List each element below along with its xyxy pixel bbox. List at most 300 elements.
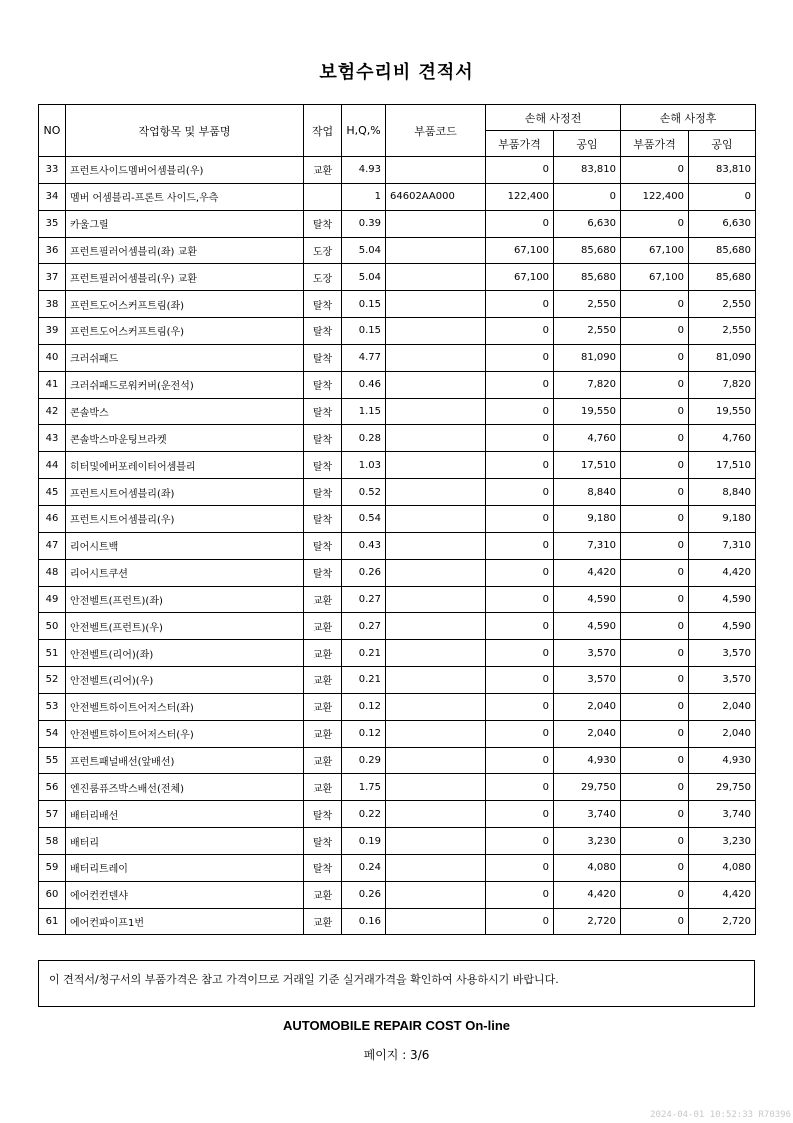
row-part-code	[386, 720, 486, 747]
row-part-price-after: 0	[621, 344, 689, 371]
table-row	[39, 371, 756, 398]
row-labor-after: 3,570	[689, 667, 756, 694]
row-hq: 1.75	[342, 774, 386, 801]
row-hq: 1.15	[342, 398, 386, 425]
row-part-price-before: 0	[486, 908, 554, 935]
row-item-name: 배터리트레이	[66, 854, 304, 881]
table-row	[39, 720, 756, 747]
row-part-code	[386, 747, 486, 774]
row-item-name: 크러쉬패드로워커버(운전석)	[66, 371, 304, 398]
table-row	[39, 586, 756, 613]
row-item-name: 프런트필러어셈블리(우) 교환	[66, 264, 304, 291]
estimate-table	[38, 104, 756, 935]
row-labor-before: 2,040	[554, 720, 621, 747]
row-part-code	[386, 640, 486, 667]
table-row	[39, 505, 756, 532]
row-labor-before: 19,550	[554, 398, 621, 425]
row-part-price-after: 122,400	[621, 183, 689, 210]
header-no: NO	[39, 105, 66, 157]
row-part-price-after: 0	[621, 157, 689, 184]
row-labor-before: 4,420	[554, 881, 621, 908]
row-item-name: 카울그릴	[66, 210, 304, 237]
row-labor-after: 2,720	[689, 908, 756, 935]
header-part-price-after: 부품가격	[621, 131, 689, 157]
row-labor-before: 7,820	[554, 371, 621, 398]
row-item-name: 프런트도어스커프트림(우)	[66, 318, 304, 345]
row-labor-before: 6,630	[554, 210, 621, 237]
row-part-price-after: 0	[621, 586, 689, 613]
row-labor-before: 8,840	[554, 479, 621, 506]
row-part-code	[386, 532, 486, 559]
row-work-type: 교환	[304, 640, 342, 667]
table-row	[39, 452, 756, 479]
row-labor-after: 9,180	[689, 505, 756, 532]
row-part-price-after: 0	[621, 667, 689, 694]
row-labor-before: 2,550	[554, 291, 621, 318]
row-part-price-before: 0	[486, 613, 554, 640]
row-no: 45	[39, 479, 66, 506]
row-work-type: 탈착	[304, 505, 342, 532]
row-part-code	[386, 854, 486, 881]
row-no: 39	[39, 318, 66, 345]
row-no: 61	[39, 908, 66, 935]
row-hq: 4.93	[342, 157, 386, 184]
row-labor-before: 4,590	[554, 586, 621, 613]
row-labor-before: 7,310	[554, 532, 621, 559]
row-part-price-after: 0	[621, 425, 689, 452]
row-no: 44	[39, 452, 66, 479]
row-work-type: 도장	[304, 264, 342, 291]
row-item-name: 안전벨트하이트어저스터(우)	[66, 720, 304, 747]
row-no: 51	[39, 640, 66, 667]
row-labor-before: 0	[554, 183, 621, 210]
row-work-type: 교환	[304, 693, 342, 720]
row-work-type: 탈착	[304, 318, 342, 345]
table-row	[39, 344, 756, 371]
row-labor-after: 85,680	[689, 237, 756, 264]
row-part-price-after: 0	[621, 505, 689, 532]
header-labor-after: 공임	[689, 131, 756, 157]
row-item-name: 리어시트쿠션	[66, 559, 304, 586]
row-part-price-before: 0	[486, 291, 554, 318]
row-part-price-before: 0	[486, 532, 554, 559]
row-hq: 0.46	[342, 371, 386, 398]
row-part-price-after: 0	[621, 801, 689, 828]
row-no: 34	[39, 183, 66, 210]
row-part-price-before: 0	[486, 505, 554, 532]
row-hq: 1.03	[342, 452, 386, 479]
row-hq: 0.21	[342, 667, 386, 694]
row-labor-before: 4,930	[554, 747, 621, 774]
row-part-price-before: 0	[486, 828, 554, 855]
row-work-type: 탈착	[304, 425, 342, 452]
row-work-type: 교환	[304, 908, 342, 935]
row-labor-after: 85,680	[689, 264, 756, 291]
row-part-price-before: 0	[486, 720, 554, 747]
row-labor-before: 29,750	[554, 774, 621, 801]
row-part-code	[386, 559, 486, 586]
row-no: 49	[39, 586, 66, 613]
header-before-adjustment: 손해 사정전	[486, 105, 621, 131]
row-part-code	[386, 371, 486, 398]
row-work-type: 교환	[304, 157, 342, 184]
row-work-type: 탈착	[304, 210, 342, 237]
table-row	[39, 908, 756, 935]
row-part-code	[386, 908, 486, 935]
row-work-type: 교환	[304, 720, 342, 747]
row-labor-before: 83,810	[554, 157, 621, 184]
row-no: 42	[39, 398, 66, 425]
row-part-price-after: 0	[621, 210, 689, 237]
row-labor-after: 2,040	[689, 693, 756, 720]
row-hq: 0.26	[342, 881, 386, 908]
row-no: 43	[39, 425, 66, 452]
row-part-code	[386, 237, 486, 264]
row-item-name: 히터및에버포레이터어셈블리	[66, 452, 304, 479]
row-work-type: 교환	[304, 747, 342, 774]
row-hq: 0.28	[342, 425, 386, 452]
table-body	[39, 157, 756, 935]
row-part-price-before: 0	[486, 747, 554, 774]
row-work-type: 탈착	[304, 371, 342, 398]
row-no: 58	[39, 828, 66, 855]
row-labor-after: 7,820	[689, 371, 756, 398]
row-part-price-before: 67,100	[486, 264, 554, 291]
row-item-name: 안전벨트(프런트)(우)	[66, 613, 304, 640]
table-row	[39, 318, 756, 345]
row-part-code	[386, 774, 486, 801]
row-part-price-after: 0	[621, 318, 689, 345]
row-labor-before: 2,550	[554, 318, 621, 345]
row-part-price-before: 0	[486, 667, 554, 694]
row-hq: 0.12	[342, 720, 386, 747]
row-part-code	[386, 881, 486, 908]
header-work: 작업	[304, 105, 342, 157]
row-labor-after: 4,760	[689, 425, 756, 452]
row-item-name: 프런트도어스커프트림(좌)	[66, 291, 304, 318]
row-item-name: 콘솔박스마운팅브라켓	[66, 425, 304, 452]
row-labor-after: 4,420	[689, 559, 756, 586]
table-row	[39, 828, 756, 855]
row-labor-after: 81,090	[689, 344, 756, 371]
row-part-code	[386, 264, 486, 291]
row-labor-before: 3,570	[554, 667, 621, 694]
table-row	[39, 881, 756, 908]
row-labor-before: 9,180	[554, 505, 621, 532]
row-hq: 0.29	[342, 747, 386, 774]
table-row	[39, 613, 756, 640]
row-hq: 0.22	[342, 801, 386, 828]
row-hq: 0.12	[342, 693, 386, 720]
row-no: 35	[39, 210, 66, 237]
row-no: 56	[39, 774, 66, 801]
table-row	[39, 425, 756, 452]
row-part-price-after: 67,100	[621, 264, 689, 291]
row-labor-before: 2,040	[554, 693, 621, 720]
row-part-code	[386, 613, 486, 640]
row-part-price-before: 0	[486, 640, 554, 667]
row-part-code: 64602AA000	[386, 183, 486, 210]
row-part-price-after: 0	[621, 720, 689, 747]
row-no: 52	[39, 667, 66, 694]
row-labor-after: 6,630	[689, 210, 756, 237]
row-part-code	[386, 586, 486, 613]
row-item-name: 안전벨트하이트어저스터(좌)	[66, 693, 304, 720]
row-labor-after: 17,510	[689, 452, 756, 479]
row-part-price-before: 0	[486, 452, 554, 479]
table-row	[39, 854, 756, 881]
row-part-code	[386, 452, 486, 479]
row-hq: 0.27	[342, 586, 386, 613]
header-after-adjustment: 손해 사정후	[621, 105, 756, 131]
row-part-code	[386, 505, 486, 532]
row-hq: 0.39	[342, 210, 386, 237]
row-hq: 0.16	[342, 908, 386, 935]
row-labor-after: 4,420	[689, 881, 756, 908]
row-part-price-after: 0	[621, 908, 689, 935]
row-hq: 0.19	[342, 828, 386, 855]
table-row	[39, 774, 756, 801]
row-labor-before: 3,230	[554, 828, 621, 855]
row-part-price-before: 0	[486, 344, 554, 371]
row-item-name: 배터리	[66, 828, 304, 855]
row-work-type: 교환	[304, 613, 342, 640]
table-row	[39, 559, 756, 586]
row-work-type: 탈착	[304, 532, 342, 559]
table-row	[39, 479, 756, 506]
header-item: 작업항목 및 부품명	[66, 105, 304, 157]
row-no: 46	[39, 505, 66, 532]
table-row	[39, 264, 756, 291]
row-item-name: 프런트시트어셈블리(좌)	[66, 479, 304, 506]
row-labor-after: 0	[689, 183, 756, 210]
page-number: 페이지 : 3/6	[363, 1048, 430, 1062]
row-part-price-after: 0	[621, 613, 689, 640]
row-part-price-after: 0	[621, 828, 689, 855]
row-hq: 0.15	[342, 318, 386, 345]
row-part-price-after: 0	[621, 398, 689, 425]
row-work-type	[304, 183, 342, 210]
row-labor-after: 3,570	[689, 640, 756, 667]
row-part-price-after: 0	[621, 291, 689, 318]
row-hq: 0.27	[342, 613, 386, 640]
row-work-type: 탈착	[304, 291, 342, 318]
row-work-type: 탈착	[304, 801, 342, 828]
row-no: 54	[39, 720, 66, 747]
row-work-type: 탈착	[304, 559, 342, 586]
row-item-name: 배터리배선	[66, 801, 304, 828]
row-hq: 5.04	[342, 237, 386, 264]
row-part-code	[386, 344, 486, 371]
row-hq: 0.26	[342, 559, 386, 586]
row-part-price-after: 67,100	[621, 237, 689, 264]
header-labor-before: 공임	[554, 131, 621, 157]
row-labor-after: 8,840	[689, 479, 756, 506]
row-labor-after: 4,590	[689, 586, 756, 613]
row-part-code	[386, 210, 486, 237]
row-labor-after: 2,550	[689, 291, 756, 318]
row-part-price-before: 0	[486, 210, 554, 237]
row-part-price-before: 0	[486, 157, 554, 184]
row-part-price-before: 122,400	[486, 183, 554, 210]
row-no: 55	[39, 747, 66, 774]
row-part-price-after: 0	[621, 693, 689, 720]
row-labor-before: 4,420	[554, 559, 621, 586]
table-row	[39, 398, 756, 425]
row-item-name: 멤버 어셈블리-프론트 사이드,우측	[66, 183, 304, 210]
row-labor-before: 81,090	[554, 344, 621, 371]
table-row	[39, 667, 756, 694]
row-item-name: 크러쉬패드	[66, 344, 304, 371]
row-item-name: 엔진룸퓨즈박스배선(전체)	[66, 774, 304, 801]
row-part-code	[386, 291, 486, 318]
row-no: 60	[39, 881, 66, 908]
row-part-price-after: 0	[621, 479, 689, 506]
row-item-name: 에어컨컨덴샤	[66, 881, 304, 908]
row-no: 50	[39, 613, 66, 640]
row-work-type: 교환	[304, 774, 342, 801]
row-labor-before: 2,720	[554, 908, 621, 935]
row-no: 53	[39, 693, 66, 720]
row-work-type: 탈착	[304, 479, 342, 506]
table-row	[39, 237, 756, 264]
row-no: 48	[39, 559, 66, 586]
row-labor-after: 3,740	[689, 801, 756, 828]
row-hq: 0.43	[342, 532, 386, 559]
row-part-price-before: 0	[486, 398, 554, 425]
row-labor-after: 2,550	[689, 318, 756, 345]
row-work-type: 도장	[304, 237, 342, 264]
row-part-price-after: 0	[621, 452, 689, 479]
row-item-name: 안전벨트(리어)(좌)	[66, 640, 304, 667]
row-work-type: 교환	[304, 667, 342, 694]
table-row	[39, 532, 756, 559]
row-no: 38	[39, 291, 66, 318]
row-part-price-before: 0	[486, 425, 554, 452]
row-no: 59	[39, 854, 66, 881]
row-part-price-before: 0	[486, 371, 554, 398]
row-labor-after: 2,040	[689, 720, 756, 747]
row-labor-after: 83,810	[689, 157, 756, 184]
row-work-type: 교환	[304, 586, 342, 613]
table-row	[39, 291, 756, 318]
row-no: 57	[39, 801, 66, 828]
row-part-code	[386, 425, 486, 452]
row-no: 47	[39, 532, 66, 559]
table-row	[39, 640, 756, 667]
row-part-code	[386, 318, 486, 345]
row-part-price-before: 0	[486, 479, 554, 506]
row-part-code	[386, 157, 486, 184]
row-labor-after: 4,080	[689, 854, 756, 881]
header-part-price-before: 부품가격	[486, 131, 554, 157]
table-row	[39, 183, 756, 210]
table-row	[39, 693, 756, 720]
row-part-code	[386, 828, 486, 855]
document-title: 보험수리비 견적서	[319, 62, 474, 83]
row-part-price-before: 0	[486, 801, 554, 828]
row-part-price-after: 0	[621, 774, 689, 801]
row-hq: 0.54	[342, 505, 386, 532]
row-labor-before: 85,680	[554, 264, 621, 291]
header-part-code: 부품코드	[386, 105, 486, 157]
row-no: 41	[39, 371, 66, 398]
row-item-name: 에어컨파이프1번	[66, 908, 304, 935]
row-labor-before: 4,590	[554, 613, 621, 640]
row-labor-after: 7,310	[689, 532, 756, 559]
table-row	[39, 210, 756, 237]
row-part-price-after: 0	[621, 532, 689, 559]
print-timestamp: 2024-04-01 10:52:33 R70396	[650, 1110, 791, 1120]
row-hq: 0.24	[342, 854, 386, 881]
row-part-code	[386, 398, 486, 425]
table-row	[39, 801, 756, 828]
row-no: 37	[39, 264, 66, 291]
price-notice: 이 견적서/청구서의 부품가격은 참고 가격이므로 거래일 기준 실거래가격을 확인하여 사용하시기 바랍니다.	[38, 960, 755, 1007]
row-item-name: 프런트시트어셈블리(우)	[66, 505, 304, 532]
row-part-price-after: 0	[621, 640, 689, 667]
row-labor-after: 4,930	[689, 747, 756, 774]
row-part-price-after: 0	[621, 371, 689, 398]
row-no: 33	[39, 157, 66, 184]
row-item-name: 콘솔박스	[66, 398, 304, 425]
footer-brand: AUTOMOBILE REPAIR COST On-line	[282, 1018, 511, 1033]
row-hq: 0.21	[342, 640, 386, 667]
header-hq: H,Q,%	[342, 105, 386, 157]
row-part-price-before: 0	[486, 881, 554, 908]
row-part-price-before: 0	[486, 693, 554, 720]
row-hq: 1	[342, 183, 386, 210]
row-labor-before: 4,760	[554, 425, 621, 452]
row-item-name: 안전벨트(프런트)(좌)	[66, 586, 304, 613]
row-labor-before: 3,570	[554, 640, 621, 667]
row-labor-after: 4,590	[689, 613, 756, 640]
row-part-price-before: 0	[486, 854, 554, 881]
row-item-name: 프런트필러어셈블리(좌) 교환	[66, 237, 304, 264]
table-row	[39, 157, 756, 184]
row-part-code	[386, 479, 486, 506]
row-part-price-before: 0	[486, 774, 554, 801]
row-hq: 0.52	[342, 479, 386, 506]
row-item-name: 안전벨트(리어)(우)	[66, 667, 304, 694]
row-labor-before: 17,510	[554, 452, 621, 479]
row-labor-before: 3,740	[554, 801, 621, 828]
table-row	[39, 747, 756, 774]
row-labor-after: 19,550	[689, 398, 756, 425]
row-work-type: 탈착	[304, 398, 342, 425]
row-item-name: 프런트패널배선(앞배선)	[66, 747, 304, 774]
row-part-price-before: 67,100	[486, 237, 554, 264]
row-labor-after: 29,750	[689, 774, 756, 801]
row-item-name: 리어시트백	[66, 532, 304, 559]
row-work-type: 탈착	[304, 452, 342, 479]
row-work-type: 탈착	[304, 854, 342, 881]
row-hq: 0.15	[342, 291, 386, 318]
row-work-type: 탈착	[304, 828, 342, 855]
row-hq: 5.04	[342, 264, 386, 291]
row-part-code	[386, 693, 486, 720]
row-part-price-before: 0	[486, 559, 554, 586]
row-no: 40	[39, 344, 66, 371]
row-work-type: 교환	[304, 881, 342, 908]
row-labor-before: 85,680	[554, 237, 621, 264]
row-part-price-after: 0	[621, 854, 689, 881]
row-part-price-before: 0	[486, 586, 554, 613]
row-part-price-before: 0	[486, 318, 554, 345]
row-no: 36	[39, 237, 66, 264]
row-labor-after: 3,230	[689, 828, 756, 855]
row-labor-before: 4,080	[554, 854, 621, 881]
